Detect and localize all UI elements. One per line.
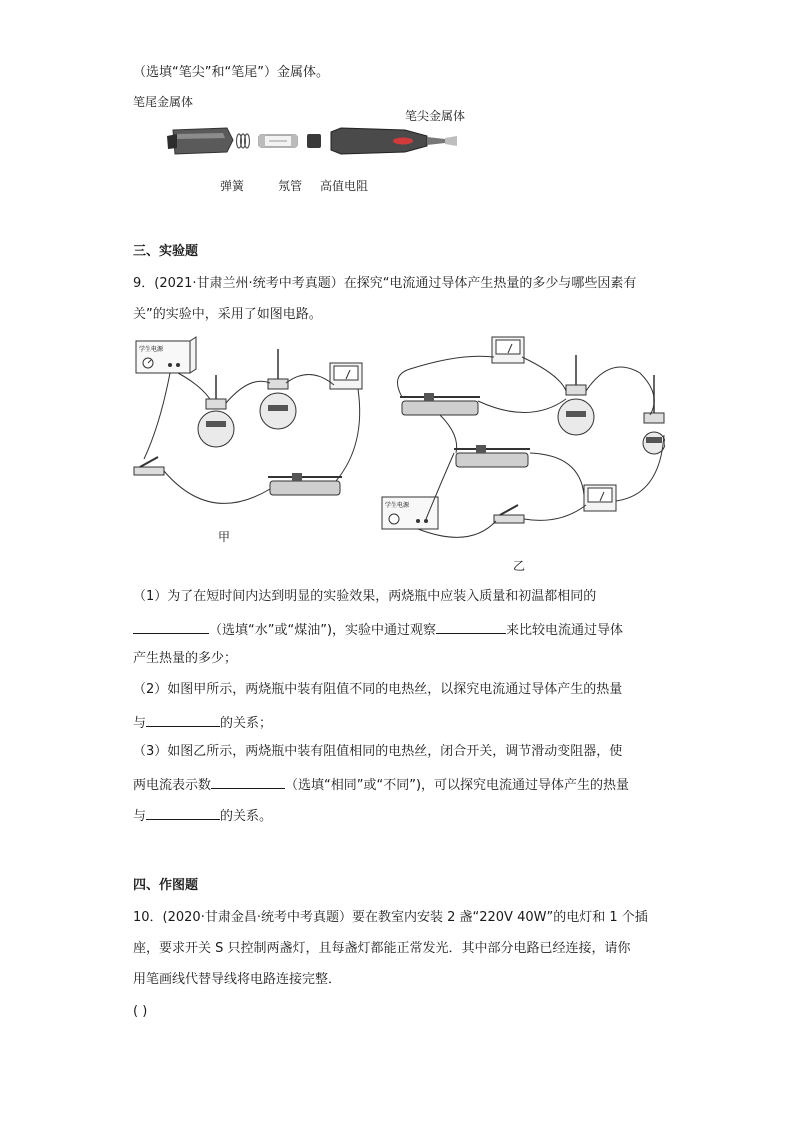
power-supply-b — [382, 497, 438, 529]
q10-line-1: 10．(2020·甘肃金昌·统考中考真题）要在教室内安装 2 盏“220V 40W”的电灯和 1 个插 — [133, 910, 648, 925]
flask-b-2 — [643, 375, 665, 454]
ammeter-b-1 — [492, 337, 524, 363]
q9-part3-text-a: 两电流表示数 — [133, 778, 212, 793]
answer-blank-4[interactable] — [211, 774, 285, 789]
rheostat-a — [268, 473, 342, 495]
answer-blank-3[interactable] — [146, 712, 220, 727]
rheostat-b-1 — [400, 393, 480, 415]
q9-line-2: 关”的实验中，采用了如图电路。 — [133, 307, 322, 322]
circuit-diagram-b — [380, 335, 665, 550]
q10-answer-bracket[interactable]: ( ) — [133, 1004, 148, 1019]
circuit-diagram-a — [130, 335, 370, 535]
power-label-b: 学生电源 — [385, 502, 410, 509]
switch-b — [494, 505, 524, 523]
q9-part1-text-b: 来比较电流通过导体 — [506, 623, 624, 638]
section-3-heading: 三、实验题 — [133, 244, 199, 259]
q9-line-1: 9．(2021·甘肃兰州·统考中考真题）在探究“电流通过导体产生热量的多少与哪些因素有 — [133, 276, 637, 291]
pen-label-resistor: 高值电阻 — [320, 179, 369, 193]
ammeter-a — [330, 363, 362, 389]
q10-line-3: 用笔画线代替导线将电路连接完整． — [133, 972, 342, 987]
question-fragment: （选填“笔尖”和“笔尾”）金属体。 — [133, 65, 329, 80]
q9-part2-text-b: 的关系； — [220, 716, 273, 731]
q9-part3-line-2 — [133, 774, 629, 795]
pen-label-tip: 笔尖金属体 — [405, 109, 466, 123]
answer-blank-2[interactable] — [436, 619, 506, 634]
section-4-heading: 四、作图题 — [133, 878, 199, 893]
flask-b-1 — [558, 355, 594, 435]
q10-line-2: 座，要求开关 S 只控制两盏灯，且每盏灯都能正常发光．其中部分电路已经连接，请你 — [133, 941, 631, 956]
flask-a-1 — [198, 375, 234, 447]
q9-part1-line-2 — [133, 619, 623, 640]
pen-label-tail: 笔尾金属体 — [133, 95, 194, 109]
answer-blank-5[interactable] — [146, 805, 220, 820]
rheostat-b-2 — [454, 445, 530, 467]
pen-label-spring: 弹簧 — [220, 179, 245, 193]
q9-part2-text-a: 与 — [133, 716, 147, 731]
q9-part2-line-1: （2）如图甲所示，两烧瓶中装有阻值不同的电热丝，以探究电流通过导体产生的热量 — [133, 682, 623, 697]
pen-label-neon: 氖管 — [278, 179, 303, 193]
q9-part1-text-a: （选填“水”或“煤油”)，实验中通过观察 — [209, 623, 437, 638]
figure-caption-b: 乙 — [513, 559, 526, 573]
switch-a — [134, 457, 164, 475]
q9-part2-line-2 — [133, 712, 272, 733]
answer-blank-1[interactable] — [133, 619, 209, 634]
power-supply-a — [136, 337, 196, 373]
ammeter-b-2 — [584, 485, 616, 511]
q9-part3-text-d: 的关系。 — [220, 809, 273, 824]
q9-part1-line-3: 产生热量的多少； — [133, 651, 238, 666]
q9-part3-text-b: （选填“相同”或“不同”)，可以探究电流通过导体产生的热量 — [285, 778, 630, 793]
figure-caption-a: 甲 — [218, 530, 231, 544]
q9-part3-line-3 — [133, 805, 272, 826]
flask-a-2 — [260, 349, 296, 429]
q9-part1-line-1: （1）为了在短时间内达到明显的实验效果，两烧瓶中应装入质量和初温都相同的 — [133, 589, 597, 604]
power-label-a: 学生电源 — [139, 346, 164, 353]
test-pen-illustration — [165, 118, 465, 168]
q9-part3-text-c: 与 — [133, 809, 147, 824]
q9-part3-line-1: （3）如图乙所示，两烧瓶中装有阻值相同的电热丝，闭合开关，调节滑动变阻器，使 — [133, 744, 623, 759]
